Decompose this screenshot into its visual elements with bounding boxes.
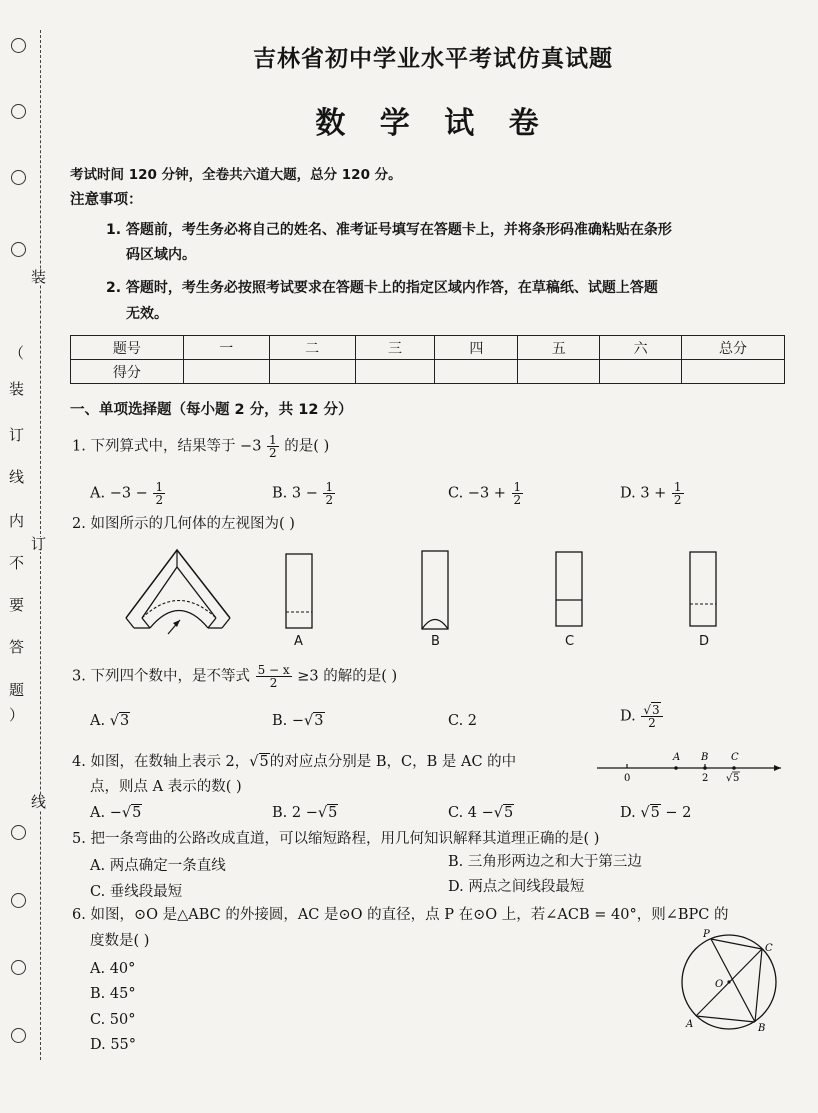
q4-d-text: D. — [620, 805, 641, 821]
binding-margin — [0, 0, 62, 1113]
q1-a-fraction — [153, 481, 165, 506]
score-cell[interactable] — [435, 360, 518, 384]
q4-point-b-label: B — [701, 752, 709, 763]
score-table-header-row — [71, 336, 785, 360]
q4-tick-sqrt5: 5 — [733, 773, 740, 784]
q1-d-fraction — [672, 481, 684, 506]
q4-b-radicand: 5 — [328, 805, 338, 821]
q1-c-den: 2 — [513, 493, 522, 507]
q1-a-num: 1 — [155, 480, 164, 494]
q3-option-d[interactable] — [620, 704, 664, 729]
q1-mixed-den: 2 — [269, 446, 277, 460]
q3-d-fraction: $\frac{√3}{2}$ — [641, 704, 662, 729]
q6-label-p: P — [703, 929, 710, 940]
binding-hole — [11, 1028, 26, 1043]
q4-a-radicand: 5 — [132, 805, 142, 821]
q1-option-c[interactable] — [448, 481, 524, 506]
q2-label-c: C — [565, 634, 575, 649]
q1-mixed-num: 1 — [269, 433, 277, 447]
question-1-stem — [72, 434, 329, 459]
q4-point-c-label: C — [731, 752, 739, 763]
q1-b-den: 2 — [325, 493, 334, 507]
question-2-stem: 2. 如图所示的几何体的左视图为( ) — [72, 516, 295, 532]
q4-option-a[interactable]: A. −√5 — [90, 805, 142, 821]
score-row-label: 得分 — [71, 360, 184, 384]
q4-c-radicand: 5 — [504, 805, 514, 821]
score-table-header: 总分 — [682, 336, 785, 360]
binding-label-xian: 线 — [31, 793, 47, 811]
q4-tick-2: 2 — [702, 773, 709, 784]
q6-label-o: O — [715, 979, 724, 990]
q6-option-b[interactable]: B. 45° — [90, 986, 136, 1002]
score-table-header: 三 — [355, 336, 435, 360]
q1-c-text: C. −3 + — [448, 485, 506, 502]
q1-a-den: 2 — [155, 493, 164, 507]
binding-note-char: （ — [9, 344, 25, 362]
q1-d-text: D. 3 + — [620, 485, 667, 502]
q1-c-fraction — [512, 481, 524, 506]
q4-option-c[interactable]: C. 4 −√5 — [448, 805, 514, 821]
exam-subtitle: 数 学 试 卷 — [315, 106, 551, 141]
q3-frac-num: 5 − x — [257, 663, 290, 677]
score-cell[interactable] — [269, 360, 355, 384]
binding-note-char: ） — [9, 706, 25, 724]
q5-option-b[interactable]: B. 三角形两边之和大于第三边 — [448, 854, 642, 870]
score-table-header: 六 — [600, 336, 682, 360]
score-cell[interactable] — [355, 360, 435, 384]
q1-b-fraction — [323, 481, 335, 506]
q6-circle-figure — [670, 925, 790, 1040]
q4-option-d[interactable]: D. √5 − 2 — [620, 805, 692, 821]
question-5-stem: 5. 把一条弯曲的公路改成直道，可以缩短路程，用几何知识解释其道理正确的是( ) — [72, 831, 600, 847]
q2-label-a: A — [294, 634, 303, 649]
score-cell[interactable] — [183, 360, 269, 384]
score-table-header: 四 — [435, 336, 518, 360]
binding-note-char: 装 — [9, 380, 25, 398]
binding-hole — [11, 242, 26, 257]
score-table-header: 二 — [269, 336, 355, 360]
binding-hole — [11, 170, 26, 185]
q5-option-a[interactable]: A. 两点确定一条直线 — [90, 858, 226, 874]
q4-tick-sqrt5-sign: √ — [726, 773, 733, 784]
q1-b-text: B. 3 − — [272, 485, 318, 502]
question-3-stem — [72, 664, 397, 689]
binding-note-char: 不 — [9, 554, 25, 572]
q6-label-b: B — [758, 1023, 766, 1034]
binding-hole — [11, 825, 26, 840]
q1-stem-suffix: 的是( ) — [284, 438, 330, 455]
note-2-line-2: 无效。 — [126, 306, 168, 322]
q4-c-text: C. 4 − — [448, 805, 494, 821]
binding-label-zhuang: 装 — [31, 268, 47, 286]
binding-hole — [11, 104, 26, 119]
binding-hole — [11, 893, 26, 908]
q3-a-text: A. — [90, 713, 110, 729]
q3-b-text: B. − — [272, 713, 305, 729]
q2-option-b-view[interactable] — [418, 548, 454, 634]
q3-option-a[interactable]: A. √3 — [90, 713, 130, 729]
q5-option-c[interactable]: C. 垂线段最短 — [90, 884, 183, 900]
q2-label-d: D — [699, 634, 710, 649]
q2-label-b: B — [431, 634, 440, 649]
binding-note-char: 内 — [9, 512, 25, 530]
q6-label-a: A — [686, 1019, 694, 1030]
note-1-line-2: 码区域内。 — [126, 247, 196, 263]
score-table — [70, 335, 785, 384]
q4-option-b[interactable]: B. 2 −√5 — [272, 805, 338, 821]
q3-option-c[interactable]: C. 2 — [448, 713, 478, 729]
binding-note-char: 题 — [9, 681, 25, 699]
note-2-line-1: 2. 答题时，考生务必按照考试要求在答题卡上的指定区域内作答，在草稿纸、试题上答题 — [106, 280, 658, 296]
q1-b-num: 1 — [325, 480, 334, 494]
question-6-line-1: 6. 如图，⊙O 是△ABC 的外接圆，AC 是⊙O 的直径，点 P 在⊙O 上，若∠ACB = 40°，则∠BPC 的 — [72, 907, 729, 923]
q3-stem-prefix: 3. 下列四个数中，是不等式 — [72, 668, 250, 685]
q1-option-a[interactable] — [90, 481, 166, 506]
q2-option-a-view[interactable] — [282, 552, 318, 632]
score-table-header: 一 — [183, 336, 269, 360]
q1-mixed-fraction — [267, 434, 279, 459]
q1-option-b[interactable] — [272, 481, 336, 506]
q6-label-c: C — [765, 943, 773, 954]
q3-frac-den: 2 — [269, 676, 278, 690]
q4-line1-radicand: 5 — [259, 754, 269, 770]
binding-note-char: 订 — [9, 426, 25, 444]
score-cell[interactable] — [518, 360, 600, 384]
q6-option-c[interactable]: C. 50° — [90, 1012, 136, 1028]
q4-d-radicand: 5 — [650, 805, 660, 821]
q1-c-num: 1 — [513, 480, 522, 494]
q1-d-den: 2 — [673, 493, 682, 507]
q3-a-radicand: 3 — [119, 713, 130, 729]
section-1-heading: 一、单项选择题（每小题 2 分，共 12 分） — [70, 402, 353, 418]
q1-option-d[interactable] — [620, 481, 685, 506]
q5-option-d[interactable]: D. 两点之间线段最短 — [448, 879, 585, 895]
q4-a-text: A. − — [90, 805, 122, 821]
q2-option-c-view[interactable] — [552, 550, 588, 630]
score-cell[interactable] — [600, 360, 682, 384]
exam-title: 吉林省初中学业水平考试仿真试题 — [253, 46, 613, 72]
score-table-score-row — [71, 360, 785, 384]
q4-line1-b: 的对应点分别是 B，C，B 是 AC 的中 — [269, 754, 517, 770]
note-1-line-1: 1. 答题前，考生务必将自己的姓名、准考证号填写在答题卡上，并将条形码准确粘贴在条形 — [106, 222, 672, 238]
q3-option-b[interactable]: B. −√3 — [272, 713, 324, 729]
q4-point-a-label: A — [673, 752, 681, 763]
binding-label-ding: 订 — [31, 535, 47, 553]
q1-d-num: 1 — [673, 480, 682, 494]
q3-b-radicand: 3 — [314, 713, 324, 729]
q3-fraction — [256, 664, 292, 689]
q2-option-d-view[interactable] — [686, 550, 722, 630]
binding-note-char: 要 — [9, 596, 25, 614]
question-6-line-2: 度数是( ) — [90, 933, 150, 949]
binding-hole — [11, 38, 26, 53]
binding-note-char: 线 — [9, 468, 25, 486]
q4-d-suffix: − 2 — [660, 805, 692, 821]
exam-info: 考试时间 120 分钟，全卷共六道大题，总分 120 分。 — [70, 167, 402, 183]
binding-hole — [11, 960, 26, 975]
q4-b-text: B. 2 − — [272, 805, 318, 821]
q4-line1-a: 4. 如图，在数轴上表示 2， — [72, 754, 250, 770]
score-table-header: 题号 — [71, 336, 184, 360]
q6-option-a[interactable]: A. 40° — [90, 961, 136, 977]
score-table-header: 五 — [518, 336, 600, 360]
q1-stem-prefix: 1. 下列算式中，结果等于 −3 — [72, 438, 262, 455]
q4-number-line — [595, 747, 785, 789]
q3-stem-suffix: ≥3 的解的是( ) — [297, 668, 398, 685]
notes-heading: 注意事项： — [70, 192, 143, 208]
question-4-line-2: 点，则点 A 表示的数( ) — [90, 779, 242, 795]
q6-option-d[interactable]: D. 55° — [90, 1037, 137, 1053]
q2-solid-figure — [120, 545, 240, 645]
q3-d-text: D. — [620, 708, 636, 725]
q1-a-text: A. −3 − — [90, 485, 148, 502]
q3-d-radicand: 3 — [651, 703, 660, 717]
score-cell[interactable] — [682, 360, 785, 384]
q4-tick-0: 0 — [624, 773, 631, 784]
binding-note-char: 答 — [9, 638, 25, 656]
q3-d-den: 2 — [648, 716, 656, 730]
question-4-line-1: 4. 如图，在数轴上表示 2，√5的对应点分别是 B，C，B 是 AC 的中 — [72, 754, 517, 770]
